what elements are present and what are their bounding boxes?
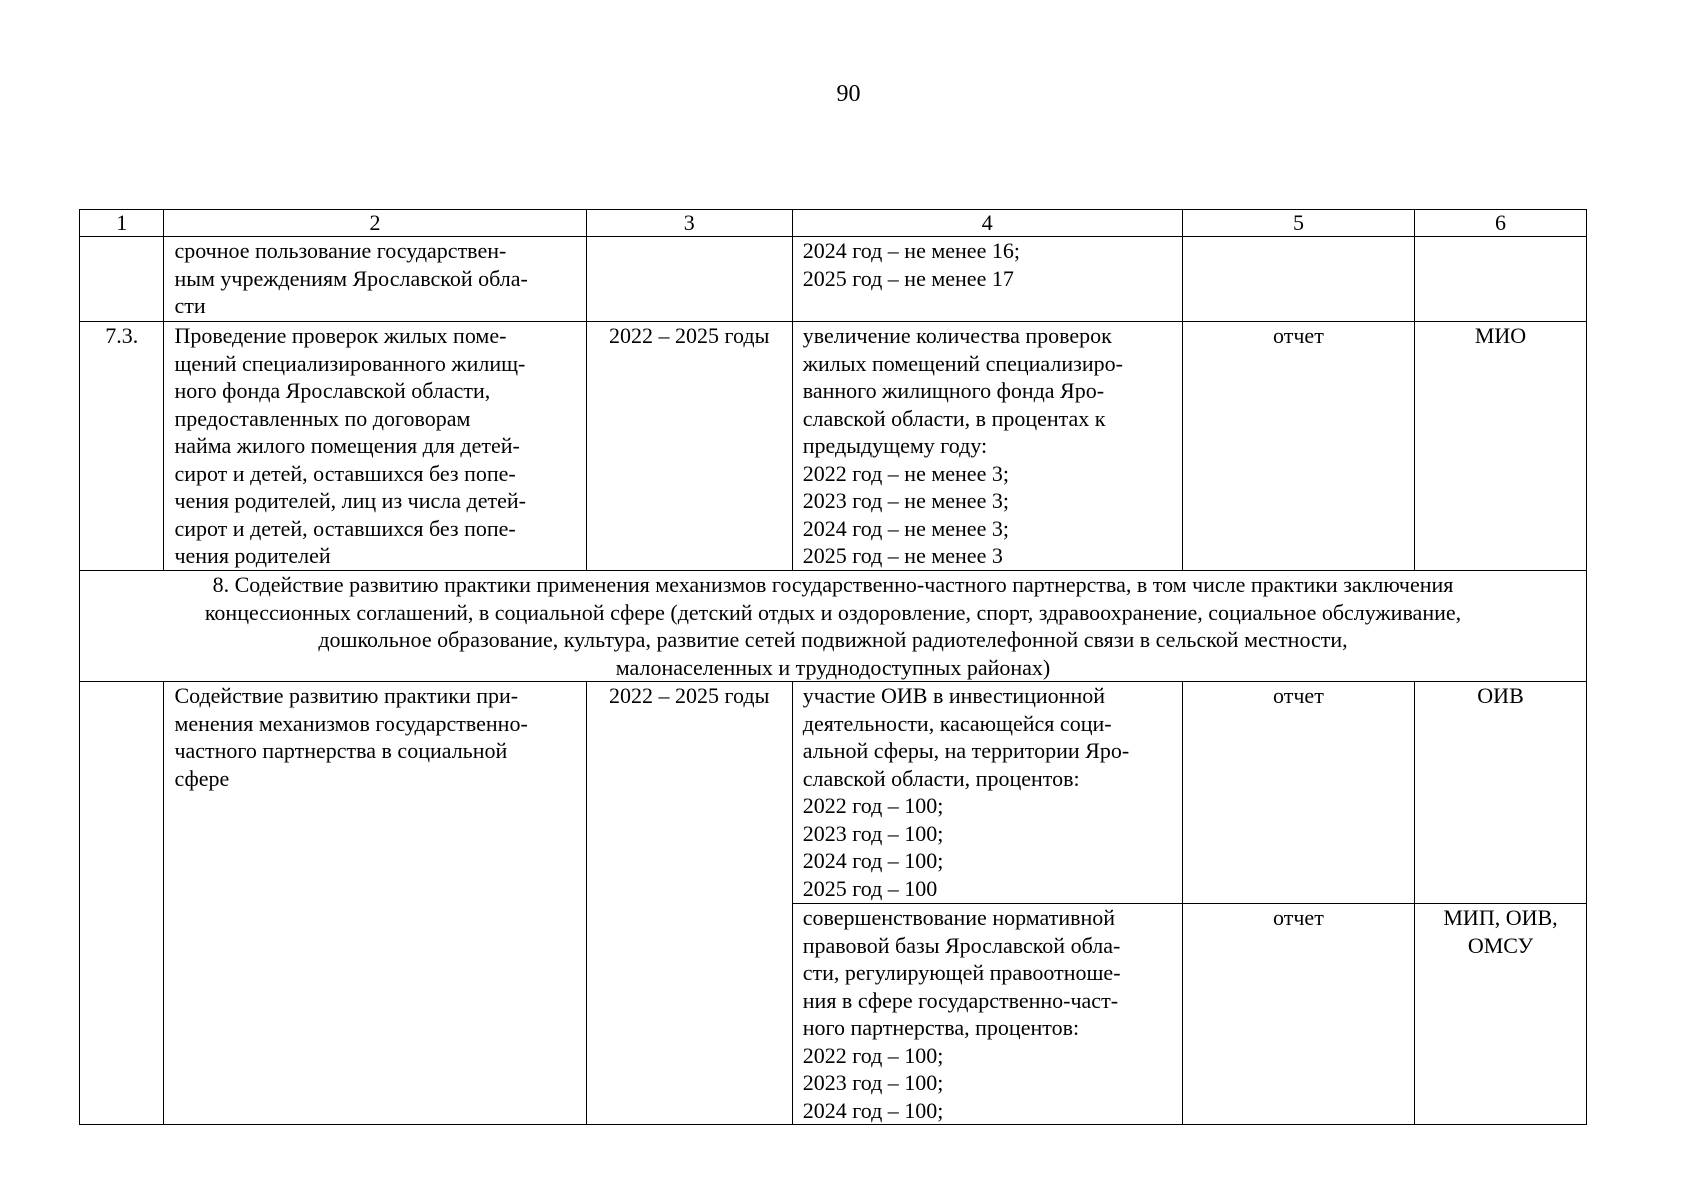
cell-line: правовой базы Ярославской обла- (802, 932, 1121, 958)
cell-line: частного партнерства в социальной (174, 738, 508, 763)
form-cell: отчет (1182, 322, 1414, 571)
cell-line: славской области, в процентах к (802, 405, 1106, 431)
cell-line: Содействие развитию практики при- (174, 683, 519, 708)
cell-line: 2023 год – не менее 3; (802, 488, 1009, 513)
form-cell: отчет (1182, 682, 1414, 904)
cell-line: 2024 год – 100; (802, 848, 944, 873)
cell-line: ным учреждениям Ярославской обла- (174, 265, 528, 291)
cell-line: менения механизмов государственно- (174, 710, 528, 736)
cell-line: чения родителей (174, 543, 331, 568)
cell-line: щений специализированного жилищ- (174, 350, 526, 376)
column-header: 2 (164, 210, 586, 237)
cell-line: увеличение количества проверок (802, 323, 1112, 348)
indicator-cell (792, 682, 1182, 904)
cell-line: предоставленных по договорам (174, 405, 471, 431)
measure-cell (164, 237, 586, 322)
cell-line: 8. Содействие развитию практики применения механизмов государственно-частного партнерства, в том числе практики заключения (212, 572, 1454, 597)
cell-line: ОМСУ (1467, 932, 1534, 958)
cell-line: 2023 год – 100; (802, 820, 944, 846)
cell-line: малонаселенных и труднодоступных районах) (615, 654, 1051, 680)
cell-line: славской области, процентов: (802, 765, 1080, 791)
cell-line: чения родителей, лиц из числа детей- (174, 488, 526, 513)
cell-line: ного партнерства, процентов: (802, 1015, 1080, 1040)
column-header: 5 (1182, 210, 1414, 237)
executor-cell: ОИВ (1415, 682, 1587, 904)
table-row (80, 682, 1587, 904)
plan-table (79, 209, 1587, 1125)
cell-line: 2025 год – не менее 17 (802, 265, 1014, 291)
cell-line: сти, регулирующей правоотноше- (802, 960, 1121, 985)
cell-line: 2024 год – не менее 3; (802, 515, 1009, 541)
row-number-cell (80, 237, 164, 322)
cell-line: сфере (174, 765, 230, 791)
executor-cell (1415, 904, 1587, 1125)
cell-line: МИП, ОИВ, (1443, 905, 1558, 930)
column-header: 6 (1415, 210, 1587, 237)
cell-line: концессионных соглашений, в социальной сфере (детский отдых и оздоровление, спорт, здравоохранение, социальное обслуживание, (204, 599, 1462, 625)
period-cell: 2022 – 2025 годы (586, 322, 792, 571)
column-header: 4 (792, 210, 1182, 237)
cell-line: ванного жилищного фонда Яро- (802, 378, 1105, 403)
cell-line: 2024 год – не менее 16; (802, 238, 1020, 263)
row-number-cell (80, 682, 164, 1125)
section-row (80, 571, 1587, 682)
indicator-cell (792, 237, 1182, 322)
indicator-cell (792, 322, 1182, 571)
period-cell: 2022 – 2025 годы (586, 682, 792, 1125)
cell-line: 2022 год – 100; (802, 1042, 944, 1068)
cell-line: срочное пользование государствен- (174, 238, 507, 263)
section-heading (80, 571, 1587, 682)
cell-line: жилых помещений специализиро- (802, 350, 1123, 376)
executor-cell: МИО (1415, 322, 1587, 571)
measure-cell (164, 682, 586, 1125)
cell-line: Проведение проверок жилых поме- (174, 323, 507, 348)
cell-line: 2025 год – 100 (802, 875, 938, 901)
cell-line: найма жилого помещения для детей- (174, 433, 520, 458)
page-number: 90 (836, 81, 861, 107)
cell-line: 2023 год – 100; (802, 1070, 944, 1095)
cell-line: дошкольное образование, культура, развитие сетей подвижной радиотелефонной связи в сельской местности, (318, 627, 1348, 652)
table-header-row (80, 210, 1587, 237)
cell-line: 2022 год – 100; (802, 793, 944, 818)
form-cell: отчет (1182, 904, 1414, 1125)
indicator-cell (792, 904, 1182, 1125)
cell-line: альной сферы, на территории Яро- (802, 738, 1130, 763)
cell-line: сти (174, 293, 206, 318)
cell-line: деятельности, касающейся соци- (802, 710, 1112, 736)
executor-cell (1415, 237, 1587, 322)
table-row (80, 322, 1587, 571)
column-header: 1 (80, 210, 164, 237)
column-header: 3 (586, 210, 792, 237)
measure-cell (164, 322, 586, 571)
period-cell (586, 237, 792, 322)
cell-line: участие ОИВ в инвестиционной (802, 683, 1105, 708)
cell-line: 2024 год – 100; (802, 1097, 944, 1123)
cell-line: предыдущему году: (802, 433, 988, 458)
cell-line: сирот и детей, оставшихся без попе- (174, 515, 516, 541)
cell-line: совершенствование нормативной (802, 905, 1116, 930)
cell-line: ния в сфере государственно-част- (802, 987, 1119, 1013)
cell-line: 2022 год – не менее 3; (802, 460, 1009, 486)
row-number-cell: 7.3. (80, 322, 164, 571)
table-row (80, 237, 1587, 322)
form-cell (1182, 237, 1414, 322)
cell-line: ного фонда Ярославской области, (174, 378, 491, 403)
cell-line: 2025 год – не менее 3 (802, 543, 1003, 568)
cell-line: сирот и детей, оставшихся без попе- (174, 460, 516, 486)
